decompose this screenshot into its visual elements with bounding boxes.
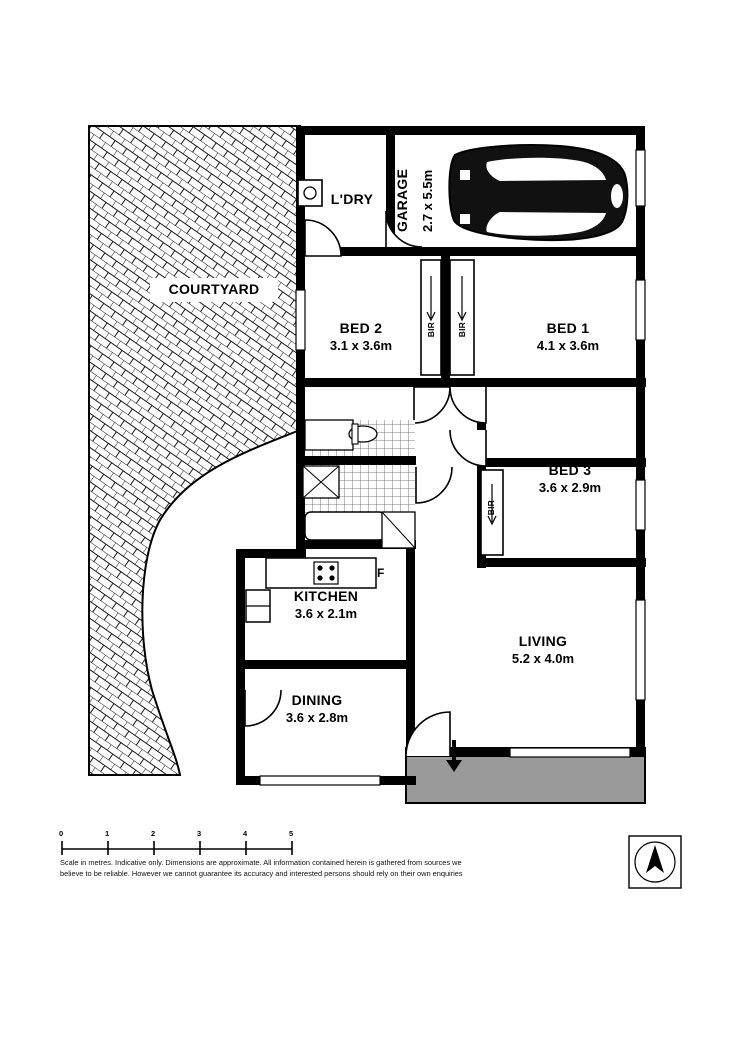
room-label-kitchen: KITCHEN 3.6 x 2.1m: [293, 588, 359, 621]
label-bir-bed1: BIR: [457, 322, 467, 338]
room-label-garage: GARAGE: [394, 168, 410, 232]
compass-rose-icon: [629, 836, 681, 888]
scale-tick-5: 5: [289, 829, 294, 838]
room-label-laundry: L'DRY: [330, 191, 374, 207]
laundry-fixtures: [298, 180, 322, 206]
scale-tick-0: 0: [59, 829, 64, 838]
disclaimer-line-1: Scale in metres. Indicative only. Dimensions are approximate. All information contained herein is gathered from sources we: [60, 858, 462, 867]
room-label-bed2: BED 2 3.1 x 3.6m: [329, 320, 393, 353]
room-label-living: LIVING 5.2 x 4.0m: [511, 633, 575, 666]
disclaimer-text: [60, 858, 490, 879]
car-icon: [449, 145, 627, 240]
scale-bar: [62, 841, 292, 855]
scale-tick-1: 1: [105, 829, 110, 838]
room-label-bed3: BED 3 3.6 x 2.9m: [538, 462, 602, 495]
kitchen-fixtures: [246, 558, 376, 622]
courtyard-paving: [89, 126, 300, 775]
scale-tick-2: 2: [151, 829, 156, 838]
room-label-dining: DINING 3.6 x 2.8m: [285, 692, 349, 725]
scale-tick-4: 4: [243, 829, 248, 838]
disclaimer-line-2: believe to be reliable. However we cannot guarantee its accuracy and interested persons should rely on their own enquiries: [60, 868, 463, 878]
courtyard-label-plate: [150, 278, 278, 302]
scale-tick-3: 3: [197, 829, 202, 838]
label-bir-bed3: BIR: [486, 500, 496, 516]
label-fridge: F: [377, 566, 385, 580]
room-dims-garage: 2.7 x 5.5m: [420, 169, 435, 232]
bathroom-fixtures: [303, 420, 415, 548]
room-label-bed1: BED 1 4.1 x 3.6m: [536, 320, 600, 353]
label-bir-bed2: BIR: [426, 322, 436, 338]
room-label-courtyard: COURTYARD: [168, 281, 260, 297]
